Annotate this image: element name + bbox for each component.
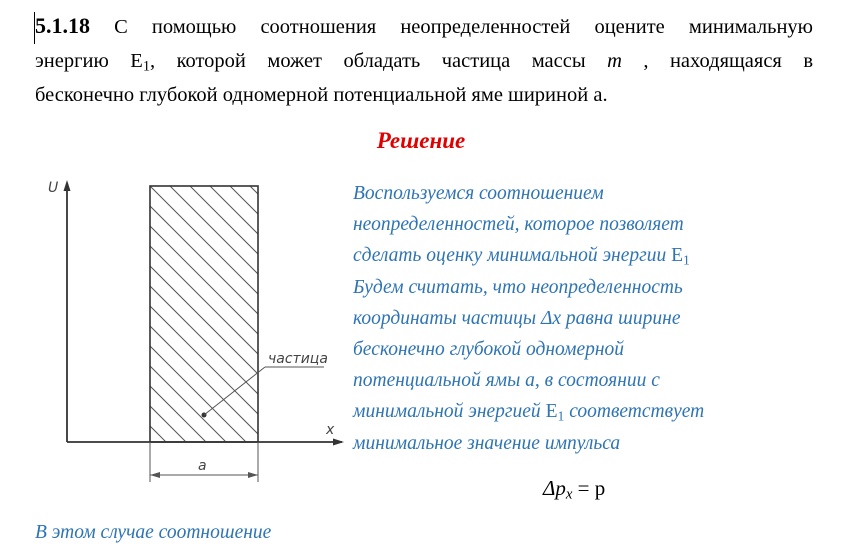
solution-line-1: Воспользуемся соотношением xyxy=(353,183,604,204)
solution-line-6: бесконечно глубокой одномерной xyxy=(353,339,625,361)
solution-text xyxy=(353,178,823,459)
problem-line-2 xyxy=(35,44,813,78)
problem-text-2a: энергию xyxy=(35,50,109,72)
width-label: a xyxy=(198,458,207,474)
problem-statement xyxy=(35,9,813,112)
y-axis-arrow-icon xyxy=(64,180,71,191)
solution-line-3: сделать оценку минимальной энергии $E_1$ xyxy=(353,245,690,268)
footer-text: В этом случае соотношение xyxy=(35,522,272,543)
x-axis-label: x xyxy=(326,422,335,438)
particle-leader-line xyxy=(204,367,265,415)
problem-text-1: С помощью соотношения неопределенностей оцените минимальную xyxy=(114,16,813,38)
problem-line-3 xyxy=(35,78,813,112)
mass-symbol: m xyxy=(607,50,622,72)
solution-line-7: потенциальной ямы a, в состоянии с xyxy=(353,370,660,392)
energy-symbol-3: $E_1$ xyxy=(545,401,565,424)
energy-symbol: $E_1$ xyxy=(130,50,150,75)
y-axis-label: U xyxy=(48,180,59,196)
problem-line-1 xyxy=(35,9,813,44)
solution-line-9: минимальное значение импульса xyxy=(353,432,621,454)
well-walls xyxy=(150,186,258,442)
problem-text-3: бесконечно глубокой одномерной потенциальной яме шириной a. xyxy=(35,84,608,106)
solution-line-2: неопределенностей, которое позволяет xyxy=(353,214,684,236)
solution-line-8: минимальной энергией $E_1$ соответствует xyxy=(353,401,705,424)
solution-line-4: Будем считать, что неопределенность xyxy=(353,276,683,298)
solution-line-5: координаты частицы Δx равна ширине xyxy=(353,307,681,329)
problem-number: 5.1.18 xyxy=(35,13,90,38)
well-hatching xyxy=(0,186,345,442)
momentum-formula: $\Delta p_x = p$ xyxy=(543,476,606,503)
potential-well-figure xyxy=(0,170,345,500)
solution-heading: Решение xyxy=(376,128,466,153)
problem-text-2c: , находящаяся в xyxy=(643,50,814,72)
problem-text-2b: , которой может обладать частица массы xyxy=(149,50,586,72)
energy-symbol-2: $E_1$ xyxy=(671,245,690,268)
dimension-arrow-right-icon xyxy=(248,472,258,478)
particle-label: частица xyxy=(268,351,328,367)
x-axis-arrow-icon xyxy=(333,439,344,446)
dimension-arrow-left-icon xyxy=(150,472,160,478)
